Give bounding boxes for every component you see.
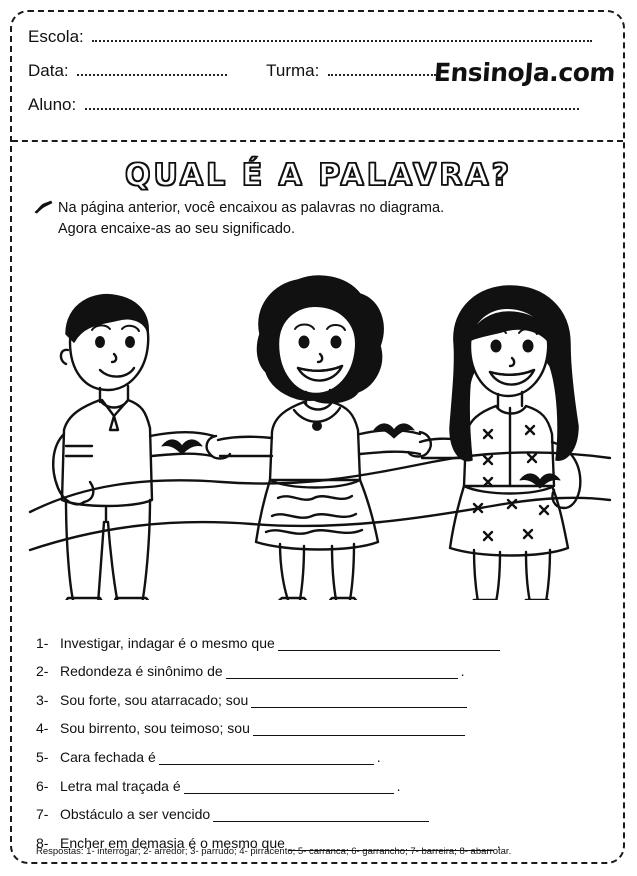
question-end-punct: . [460, 663, 465, 680]
student-input-line[interactable] [85, 94, 579, 110]
answer-blank[interactable] [213, 808, 429, 822]
date-input-line[interactable] [77, 60, 227, 76]
question-number: 6- [36, 777, 49, 794]
header-divider [12, 140, 623, 142]
question-number: 8- [36, 834, 49, 851]
instruction-text [58, 198, 578, 240]
question-number: 1- [36, 634, 49, 651]
instruction-line-2: Agora encaixe-as ao seu significado. [58, 221, 295, 237]
question-text: Cara fechada é [60, 748, 156, 765]
question-row [36, 622, 606, 651]
answer-blank[interactable] [159, 751, 374, 765]
answer-blank[interactable] [251, 694, 467, 708]
question-number: 5- [36, 748, 49, 765]
question-row [36, 765, 606, 794]
question-number: 4- [36, 720, 49, 737]
question-number: 2- [36, 663, 49, 680]
question-row [36, 679, 606, 708]
question-text: Letra mal traçada é [60, 777, 181, 794]
question-end-punct: . [496, 834, 501, 851]
question-row [36, 736, 606, 765]
question-text: Sou birrento, sou teimoso; sou [60, 720, 250, 737]
question-row [36, 708, 606, 737]
question-number: 7- [36, 806, 49, 823]
illustration-children-holding-hands [22, 250, 617, 600]
student-field-row [28, 94, 608, 128]
question-text: Encher em demasia é o mesmo que [60, 834, 285, 851]
school-label: Escola: [28, 27, 84, 46]
class-label: Turma: [266, 61, 320, 80]
answer-blank[interactable] [253, 722, 465, 736]
question-text: Sou forte, sou atarracado; sou [60, 691, 249, 708]
pencil-icon [34, 200, 54, 214]
question-end-punct: . [376, 748, 381, 765]
question-text: Obstáculo a ser vencido [60, 806, 211, 823]
page-title: QUAL É A PALAVRA? [124, 158, 512, 193]
question-text: Investigar, indagar é o mesmo que [60, 634, 275, 651]
questions-list [36, 622, 606, 851]
answer-blank[interactable] [226, 665, 458, 679]
question-row [36, 651, 606, 680]
instruction-line-1: Na página anterior, você encaixou as palavras no diagrama. [58, 200, 445, 216]
answer-key: Respostas: 1- interrogar; 2- arredor; 3- parrudo; 4- pirracento; 5- carranca; 6- garrancho; 7- barreira; 8- abarrotar. [36, 846, 512, 857]
brand-logo: EnsinoJa.com [432, 58, 617, 87]
question-row [36, 794, 606, 823]
school-input-line[interactable] [92, 26, 592, 42]
answer-blank[interactable] [278, 637, 500, 651]
class-input-line[interactable] [328, 60, 436, 76]
question-number: 3- [36, 691, 49, 708]
date-label: Data: [28, 61, 69, 80]
answer-blank[interactable] [184, 780, 394, 794]
question-end-punct: . [396, 777, 401, 794]
student-label: Aluno: [28, 95, 77, 114]
question-text: Redondeza é sinônimo de [60, 663, 223, 680]
school-field-row [28, 26, 608, 60]
